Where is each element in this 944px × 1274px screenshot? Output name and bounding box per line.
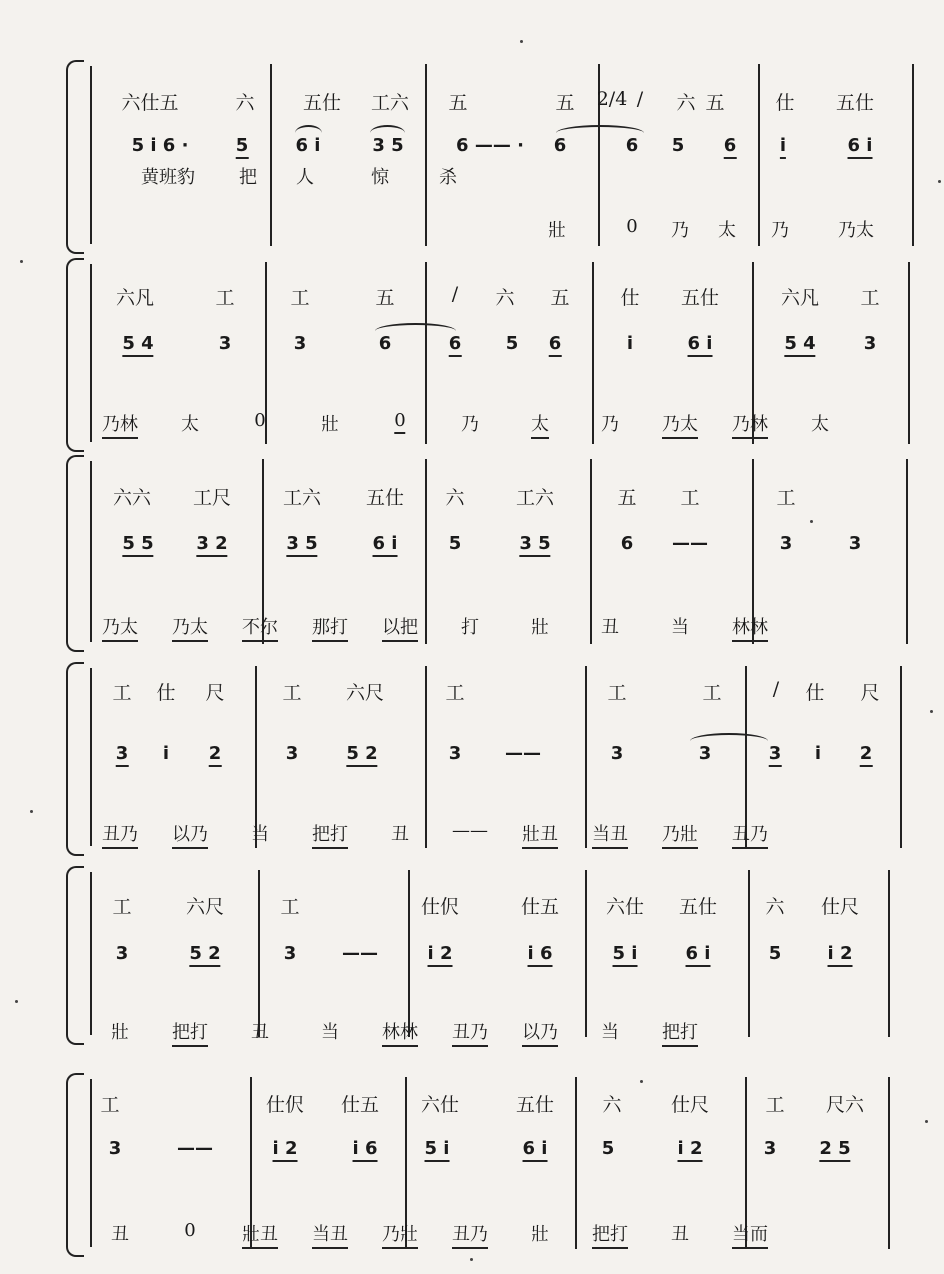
gongche-symbol: 工: [100, 1094, 120, 1116]
numbers-symbol: 5 5: [122, 533, 153, 557]
gongche-symbol: 六: [445, 487, 465, 509]
numbers-symbol: 5: [236, 135, 249, 159]
percussion-symbol: 壯丑: [522, 820, 558, 849]
percussion-symbol: 壯: [111, 1022, 129, 1043]
percussion-symbol: 林林: [382, 1018, 418, 1047]
numbers-symbol: i 2: [428, 943, 453, 967]
gongche-symbol: 六仕: [420, 1094, 460, 1116]
percussion-symbol: 壯: [321, 414, 339, 435]
lyrics-symbol: 黄班豹: [141, 167, 195, 188]
percussion-symbol: 壯: [531, 617, 549, 638]
percussion-symbol: 林林: [732, 613, 768, 642]
numbers-symbol: 3: [779, 533, 793, 554]
percussion-symbol: 当: [321, 1022, 339, 1043]
gongche-symbol: 工六: [370, 92, 410, 114]
gongche-symbol: 仕: [775, 92, 795, 114]
percussion-symbol: 丑乃: [732, 820, 768, 849]
numbers-symbol: ——: [342, 943, 378, 964]
numbers-symbol: 6: [549, 333, 562, 357]
barline: [888, 1077, 890, 1249]
gongche-symbol: 尺: [860, 682, 880, 704]
numbers-symbol: i 6: [353, 1138, 378, 1162]
numbers-symbol: 6 —— ·: [456, 135, 524, 156]
numbers-symbol: 3: [116, 743, 129, 767]
numbers-symbol: ——: [177, 1138, 213, 1159]
gongche-symbol: 工: [112, 682, 132, 704]
gongche-symbol: 五仕: [515, 1094, 555, 1116]
percussion-symbol: 0: [254, 410, 266, 431]
gongche-symbol: 工: [445, 682, 465, 704]
numbers-symbol: 3: [863, 333, 877, 354]
percussion-symbol: 乃林: [732, 410, 768, 439]
gongche-symbol: 工: [765, 1094, 785, 1116]
gongche-symbol: 2/4: [596, 88, 628, 110]
numbers-symbol: 6 i: [373, 533, 398, 557]
percussion-symbol: 太: [718, 220, 736, 241]
numbers-symbol: 5: [601, 1138, 615, 1159]
gongche-symbol: 六: [765, 896, 785, 918]
gongche-symbol: 五仕: [678, 896, 718, 918]
percussion-symbol: 那打: [312, 613, 348, 642]
percussion-symbol: 把打: [662, 1018, 698, 1047]
gongche-symbol: 工六: [282, 487, 322, 509]
numbers-symbol: 3: [848, 533, 862, 554]
percussion-symbol: 乃: [601, 414, 619, 435]
gongche-symbol: 仕尺: [670, 1094, 710, 1116]
gongche-symbol: 工: [860, 287, 880, 309]
numbers-symbol: 3: [763, 1138, 777, 1159]
gongche-symbol: 五仕: [835, 92, 875, 114]
paper-speck: [938, 180, 941, 183]
percussion-symbol: 把打: [592, 1220, 628, 1249]
numbers-symbol: i 2: [273, 1138, 298, 1162]
numbers-symbol: ——: [672, 533, 708, 554]
numbers-symbol: i 2: [678, 1138, 703, 1162]
gongche-symbol: 六: [495, 287, 515, 309]
percussion-symbol: 不尔: [242, 613, 278, 642]
gongche-symbol: 工: [282, 682, 302, 704]
lyrics-symbol: 人: [296, 167, 314, 188]
numbers-symbol: 6 i: [523, 1138, 548, 1162]
gongche-symbol: 工: [776, 487, 796, 509]
numbers-symbol: i 6: [528, 943, 553, 967]
gongche-symbol: /: [772, 678, 780, 700]
percussion-symbol: 以乃: [172, 820, 208, 849]
gongche-symbol: 仕尺: [820, 896, 860, 918]
numbers-symbol: 3 5: [372, 135, 404, 156]
gongche-symbol: 五仕: [680, 287, 720, 309]
percussion-symbol: 丑: [601, 617, 619, 638]
lyrics-symbol: 惊: [371, 167, 389, 188]
gongche-symbol: 五仕: [365, 487, 405, 509]
gongche-symbol: 六凡: [780, 287, 820, 309]
percussion-symbol: 当丑: [592, 820, 628, 849]
percussion-symbol: 丑: [111, 1224, 129, 1245]
numbers-symbol: i: [780, 135, 786, 159]
numbers-symbol: 6: [724, 135, 737, 159]
percussion-symbol: 以乃: [522, 1018, 558, 1047]
numbers-symbol: 3: [293, 333, 307, 354]
percussion-symbol: 丑乃: [102, 820, 138, 849]
numbers-symbol: 3: [285, 743, 299, 764]
gongche-symbol: 六仕五: [121, 92, 179, 114]
percussion-symbol: 乃壯: [662, 820, 698, 849]
paper-speck: [15, 1000, 18, 1003]
paper-speck: [930, 710, 933, 713]
numbers-symbol: 6 i: [295, 135, 321, 156]
gongche-symbol: 六尺: [185, 896, 225, 918]
percussion-symbol: 乃太: [838, 220, 874, 241]
gongche-symbol: 仕: [620, 287, 640, 309]
gongche-symbol: 五: [375, 287, 395, 309]
percussion-symbol: 乃: [461, 414, 479, 435]
percussion-symbol: 把打: [172, 1018, 208, 1047]
gongche-symbol: 工: [680, 487, 700, 509]
percussion-symbol: 乃太: [172, 613, 208, 642]
percussion-symbol: 当而: [732, 1220, 768, 1249]
percussion-symbol: 壯丑: [242, 1220, 278, 1249]
percussion-symbol: 当: [671, 617, 689, 638]
gongche-symbol: /: [636, 88, 644, 110]
numbers-symbol: 3: [115, 943, 129, 964]
gongche-symbol: 五: [555, 92, 575, 114]
numbers-symbol: 3: [448, 743, 462, 764]
percussion-symbol: 乃太: [662, 410, 698, 439]
gongche-symbol: 工六: [515, 487, 555, 509]
percussion-symbol: 当丑: [312, 1220, 348, 1249]
percussion-symbol: 丑: [251, 1022, 269, 1043]
numbers-symbol: 6: [620, 533, 634, 554]
numbers-symbol: 6: [449, 333, 462, 357]
gongche-symbol: 六: [602, 1094, 622, 1116]
gongche-symbol: 仕伬: [265, 1094, 305, 1116]
gongche-symbol: 工: [112, 896, 132, 918]
paper-speck: [470, 1258, 473, 1261]
numbers-symbol: 2 5: [819, 1138, 850, 1162]
numbers-symbol: i: [162, 743, 170, 764]
percussion-symbol: 乃壯: [382, 1220, 418, 1249]
percussion-symbol: 0: [184, 1220, 196, 1241]
numbers-symbol: 6 i: [686, 943, 711, 967]
numbers-symbol: 6 i: [848, 135, 873, 159]
numbers-symbol: 5 4: [784, 333, 815, 357]
numbers-symbol: i 2: [828, 943, 853, 967]
gongche-symbol: 工: [702, 682, 722, 704]
paper-speck: [925, 1120, 928, 1123]
numbers-symbol: 5 i: [425, 1138, 450, 1162]
gongche-symbol: 五: [617, 487, 637, 509]
numbers-symbol: 3: [108, 1138, 122, 1159]
gongche-symbol: 五仕: [302, 92, 342, 114]
percussion-symbol: 太: [181, 414, 199, 435]
numbers-symbol: 6: [625, 135, 639, 156]
system-brace: [66, 1073, 84, 1257]
gongche-symbol: 尺六: [825, 1094, 865, 1116]
numbers-symbol: 3 5: [286, 533, 317, 557]
percussion-symbol: 乃: [771, 220, 789, 241]
percussion-symbol: 丑乃: [452, 1220, 488, 1249]
paper-speck: [520, 40, 523, 43]
percussion-symbol: ——: [452, 820, 488, 841]
gongche-symbol: 工: [280, 896, 300, 918]
numbers-symbol: 6 i: [688, 333, 713, 357]
numbers-symbol: i: [626, 333, 634, 354]
numbers-symbol: 5: [505, 333, 519, 354]
lyrics-symbol: 杀: [439, 167, 457, 188]
numbers-symbol: ——: [505, 743, 541, 764]
gongche-symbol: 工尺: [192, 487, 232, 509]
gongche-symbol: 六: [676, 92, 696, 114]
percussion-symbol: 0: [394, 410, 405, 434]
numbers-symbol: 5 2: [189, 943, 220, 967]
gongche-symbol: 尺: [205, 682, 225, 704]
paper-speck: [640, 1080, 643, 1083]
gongche-symbol: 五: [550, 287, 570, 309]
percussion-symbol: 乃: [671, 220, 689, 241]
gongche-symbol: 五: [448, 92, 468, 114]
gongche-symbol: 仕: [805, 682, 825, 704]
numbers-symbol: 3: [610, 743, 624, 764]
percussion-symbol: 壯: [531, 1224, 549, 1245]
gongche-symbol: 工: [290, 287, 310, 309]
paper-speck: [30, 810, 33, 813]
percussion-symbol: 把打: [312, 820, 348, 849]
paper-speck: [810, 520, 813, 523]
percussion-symbol: 打: [461, 617, 479, 638]
percussion-symbol: 丑: [671, 1224, 689, 1245]
gongche-symbol: 仕五: [340, 1094, 380, 1116]
gongche-symbol: 六仕: [605, 896, 645, 918]
numbers-symbol: 5 i 6 ·: [131, 135, 189, 156]
percussion-symbol: 当: [601, 1022, 619, 1043]
gongche-symbol: 仕伬: [420, 896, 460, 918]
numbers-symbol: 2: [860, 743, 873, 767]
gongche-symbol: 五: [705, 92, 725, 114]
numbers-symbol: i: [814, 743, 822, 764]
numbers-symbol: 5: [671, 135, 685, 156]
numbers-symbol: 5 i: [613, 943, 638, 967]
numbers-symbol: 3 2: [196, 533, 227, 557]
numbers-symbol: 5 4: [122, 333, 153, 357]
percussion-symbol: 当: [251, 824, 269, 845]
numbers-symbol: 3: [218, 333, 232, 354]
gongche-symbol: 工: [215, 287, 235, 309]
numbers-symbol: 3 5: [519, 533, 550, 557]
numbers-symbol: 6: [553, 135, 567, 156]
percussion-symbol: 太: [811, 414, 829, 435]
percussion-symbol: 丑: [391, 824, 409, 845]
percussion-symbol: 乃太: [102, 613, 138, 642]
percussion-symbol: 乃林: [102, 410, 138, 439]
numbers-symbol: 5: [448, 533, 462, 554]
numbers-symbol: 3: [283, 943, 297, 964]
numbers-symbol: 5: [768, 943, 782, 964]
percussion-symbol: 壯: [548, 220, 566, 241]
numbers-symbol: 2: [209, 743, 222, 767]
gongche-symbol: 工: [607, 682, 627, 704]
gongche-symbol: 仕: [156, 682, 176, 704]
numbers-symbol: 3: [769, 743, 782, 767]
gongche-symbol: 六: [235, 92, 255, 114]
gongche-symbol: 六六: [112, 487, 152, 509]
percussion-symbol: 以把: [382, 613, 418, 642]
percussion-symbol: 0: [626, 216, 638, 237]
gongche-symbol: 六凡: [115, 287, 155, 309]
barline: [575, 1077, 577, 1249]
lyrics-symbol: 把: [239, 167, 257, 188]
percussion-symbol: 太: [531, 410, 549, 439]
numbers-symbol: 6: [378, 333, 392, 354]
gongche-symbol: 仕五: [520, 896, 560, 918]
gongche-symbol: /: [451, 283, 459, 305]
paper-speck: [20, 260, 23, 263]
system-start-line: [90, 1079, 92, 1247]
numbers-symbol: 3: [698, 743, 712, 764]
percussion-symbol: 丑乃: [452, 1018, 488, 1047]
numbers-symbol: 5 2: [346, 743, 377, 767]
gongche-symbol: 六尺: [345, 682, 385, 704]
